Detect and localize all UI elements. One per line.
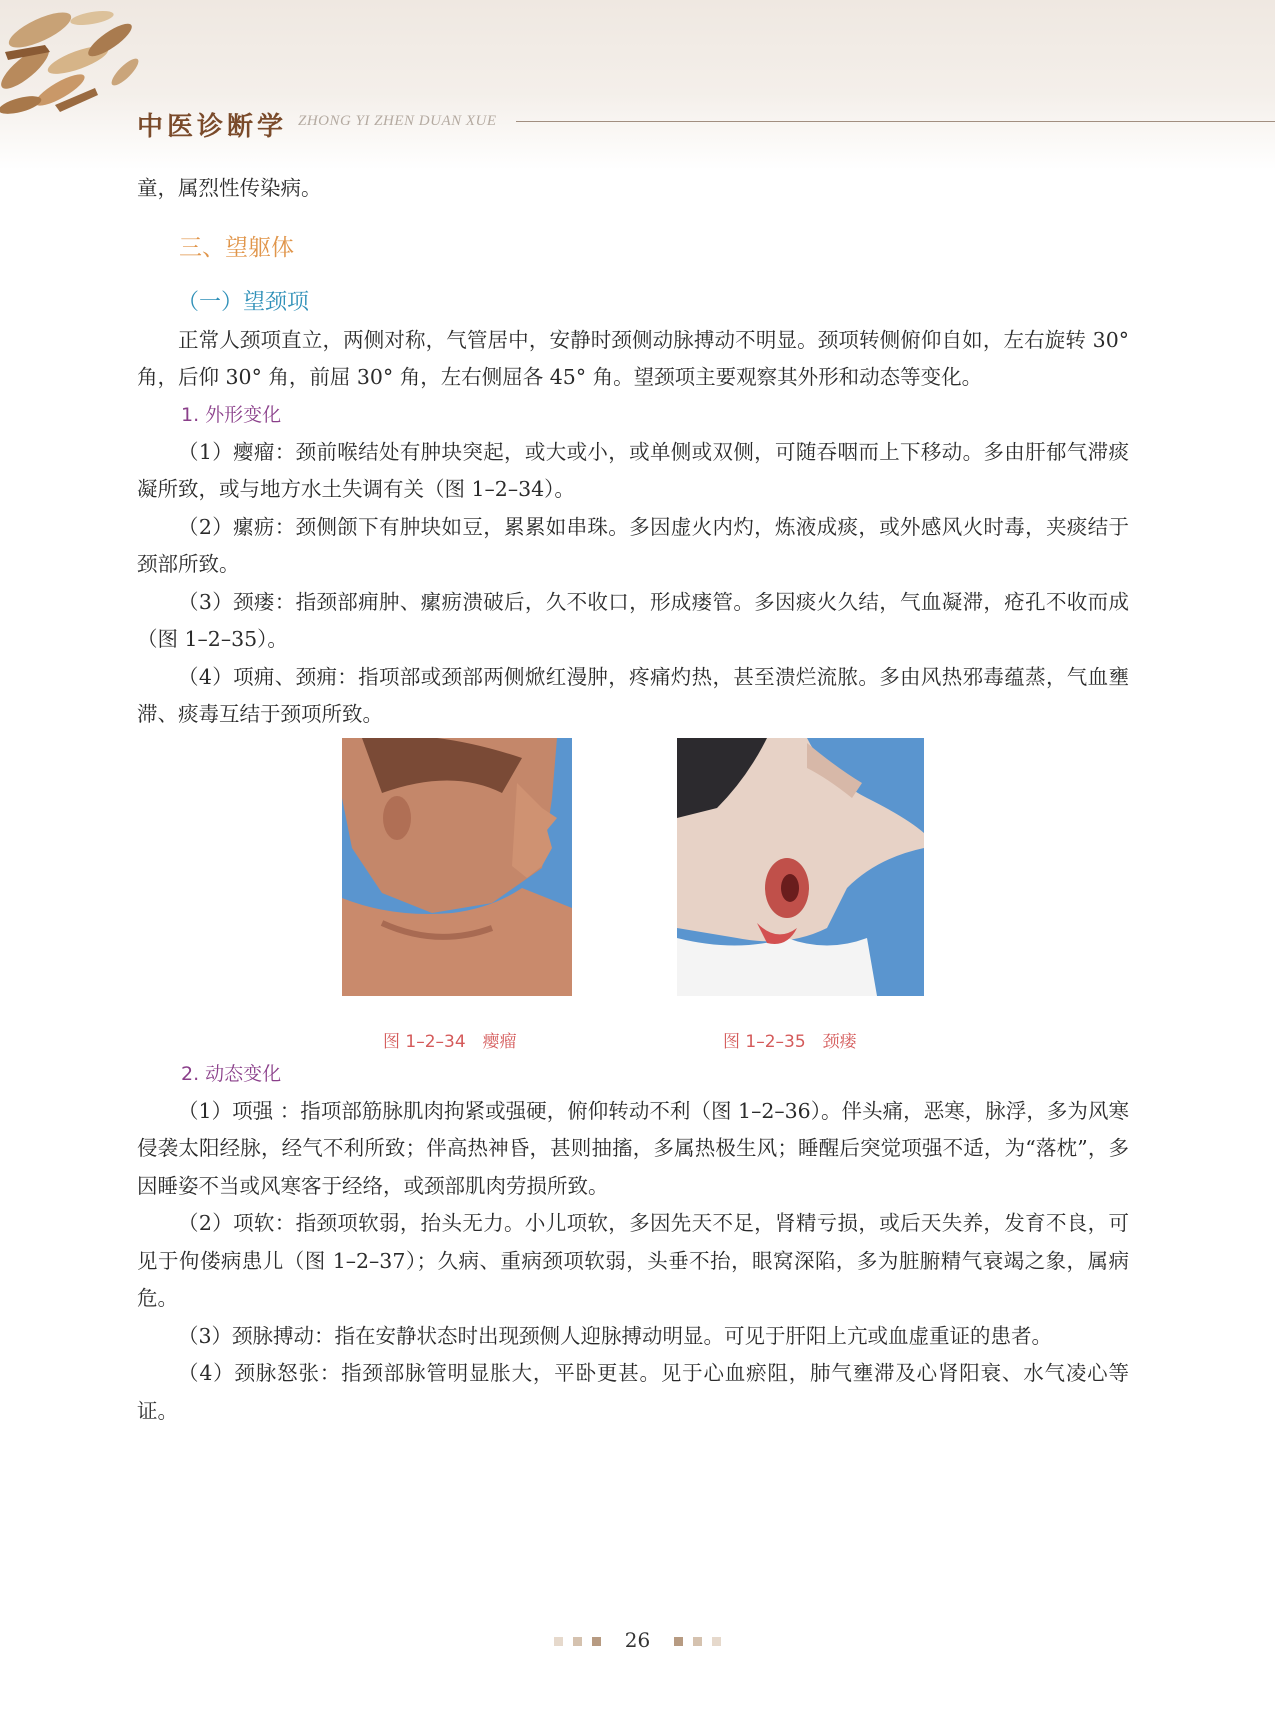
part-heading-shape-changes: 1. 外形变化 [181, 403, 282, 426]
footer-square-icon [592, 1637, 601, 1646]
figure-neck-fistula [677, 738, 924, 1062]
page-content [137, 170, 1129, 1430]
footer-square-icon [573, 1637, 582, 1646]
figure-goiter [342, 738, 572, 1062]
list-item: （4）颈脉怒张：指颈部脉管明显胀大，平卧更甚。见于心血瘀阻，肺气壅滞及心肾阳衰、水气凌心等证。 [137, 1361, 1129, 1423]
subsection-heading: （一）望颈项 [177, 289, 310, 315]
list-item: （2）项软：指颈项软弱，抬头无力。小儿项软，多因先天不足，肾精亏损，或后天失养，发育不良，可见于佝偻病患儿（图 1–2–37）；久病、重病颈项软弱，头垂不抬，眼窝深陷，多为脏腑精气衰竭之象，属病危。 [137, 1211, 1129, 1310]
footer-square-icon [693, 1637, 702, 1646]
continued-text: 童，属烈性传染病。 [137, 176, 322, 200]
list-item: （1）项强 ：指项部筋脉肌肉拘紧或强硬，俯仰转动不利（图 1–2–36）。伴头痛，恶寒，脉浮，多为风寒侵袭太阳经脉，经气不利所致；伴高热神昏，甚则抽搐，多属热极生风；睡醒后突觉项强不适，为“落枕”，多因睡姿不当或风寒客于经络，或颈部肌肉劳损所致。 [137, 1098, 1129, 1198]
list-item: （3）颈脉搏动：指在安静状态时出现颈侧人迎脉搏动明显。可见于肝阳上亢或血虚重证的患者。 [178, 1323, 1053, 1348]
list-item: （2）瘰疬：颈侧颌下有肿块如豆，累累如串珠。多因虚火内灼，炼液成痰，或外感风火时毒，夹痰结于颈部所致。 [137, 514, 1129, 576]
page-footer [0, 1628, 1275, 1652]
footer-square-icon [712, 1637, 721, 1646]
page-number: 26 [624, 1628, 651, 1652]
book-title: 中医诊断学 [137, 112, 288, 142]
figure-caption: 图 1–2–34 瘿瘤 [383, 1032, 517, 1052]
list-item: （1）瘿瘤：颈前喉结处有肿块突起，或大或小，或单侧或双侧，可随吞咽而上下移动。多由肝郁气滞痰凝所致，或与地方水土失调有关（图 1–2–34）。 [137, 439, 1129, 501]
paragraph: 正常人颈项直立，两侧对称，气管居中，安静时颈侧动脉搏动不明显。颈项转侧俯仰自如，左右旋转 30° 角，后仰 30° 角，前屈 30° 角，左右侧屈各 45° 角。望颈项主要观察其外形和动态等变化。 [137, 327, 1129, 389]
figures-row [137, 738, 1129, 1056]
figure-caption: 图 1–2–35 颈瘘 [723, 1032, 857, 1052]
book-title-pinyin: ZHONG YI ZHEN DUAN XUE [298, 113, 497, 129]
section-heading: 三、望躯体 [179, 234, 294, 261]
list-item: （4）项痈、颈痈：指项部或颈部两侧焮红漫肿，疼痛灼热，甚至溃烂流脓。多由风热邪毒蕴蒸，气血壅滞、痰毒互结于颈项所致。 [137, 664, 1129, 726]
footer-square-icon [674, 1637, 683, 1646]
header-rule [516, 121, 1275, 122]
list-item: （3）颈瘘：指颈部痈肿、瘰疬溃破后，久不收口，形成瘘管。多因痰火久结，气血凝滞，疮孔不收而成（图 1–2–35）。 [137, 589, 1129, 651]
part-heading-dynamic-changes: 2. 动态变化 [181, 1062, 282, 1085]
neck-fistula-photo [677, 738, 924, 996]
goiter-photo [342, 738, 572, 996]
page-header-background [0, 0, 1275, 170]
footer-square-icon [554, 1637, 563, 1646]
